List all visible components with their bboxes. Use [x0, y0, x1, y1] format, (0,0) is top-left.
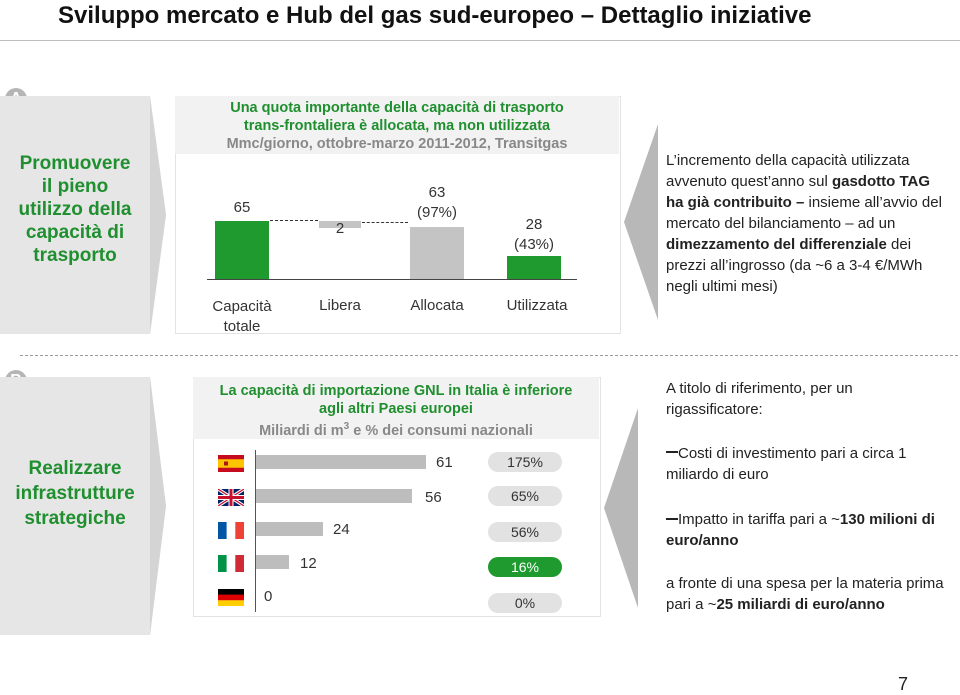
section-a-heading-line: utilizzo della — [18, 199, 132, 220]
bullet-text: Impatto in tariffa pari a ~ — [678, 511, 840, 528]
pct-france: 56% — [488, 522, 562, 542]
commentary-text: L’incremento della capacità utilizzata avvenuto quest’anno sul — [666, 152, 910, 190]
page-number: 7 — [898, 674, 909, 694]
capacity-chart-title-line: trans-frontaliera è allocata, ma non utilizzata — [243, 118, 551, 134]
bullet-investment-cost: Costi di investimento pari a circa 1 miliardo di euro — [666, 445, 907, 483]
lng-chart-title — [193, 382, 599, 440]
pct-italy: 16% — [488, 557, 562, 577]
value-allocata: 63 — [428, 184, 446, 201]
section-b-heading-line: infrastrutture — [15, 483, 135, 504]
section-divider — [20, 355, 958, 356]
page-title: Sviluppo mercato e Hub del gas sud-europeo – Dettaglio iniziative — [58, 2, 812, 29]
value-capacita-totale: 65 — [233, 199, 251, 216]
section-a-heading-line: capacità di — [25, 222, 125, 243]
france-flag-icon — [218, 522, 244, 539]
label-capacita-totale — [202, 297, 282, 337]
lng-chart-subtitle — [193, 418, 599, 440]
label-line: Capacità — [212, 298, 272, 315]
label-utilizzata: Utilizzata — [506, 297, 568, 314]
value-italy: 12 — [300, 555, 317, 572]
section-a-heading-line: Promuovere — [19, 153, 131, 174]
value-uk: 56 — [425, 489, 442, 506]
label-line: totale — [223, 318, 261, 335]
capacity-chart-title — [175, 99, 619, 153]
lng-chart-title-line: agli altri Paesi europei — [319, 401, 473, 417]
section-a-left-arrow — [624, 124, 660, 320]
label-allocata: Allocata — [410, 297, 464, 314]
bar-spain — [256, 455, 426, 469]
section-a-commentary — [666, 150, 948, 297]
bar-utilizzata — [507, 256, 561, 279]
section-a-heading-line: il pieno — [41, 176, 109, 197]
pct-uk: 65% — [488, 486, 562, 506]
bar-italy — [256, 555, 289, 569]
section-b-closing — [666, 573, 952, 615]
section-a-heading — [0, 152, 150, 267]
subtitle-text: Miliardi di m — [259, 422, 344, 439]
commentary-text: dei prezzi all’ingrosso (da ~6 a 3-4 €/MWh negli ultimi mesi) — [666, 236, 923, 295]
commentary-text: insieme all’avvio del mercato del bilanciamento – ad un — [666, 194, 942, 232]
bullet-bold: 130 milioni di euro/anno — [666, 511, 935, 549]
italy-flag-icon — [218, 555, 244, 572]
bar-capacita-totale — [215, 221, 269, 279]
section-b-left-arrow — [604, 408, 640, 608]
uk-flag-icon — [218, 489, 244, 506]
subtitle-text: e % dei consumi nazionali — [349, 422, 533, 439]
waterfall-baseline — [207, 279, 577, 280]
closing-text: a fronte di una spesa per la materia prima pari a ~ — [666, 575, 944, 613]
lng-chart-title-line: La capacità di importazione GNL in Italia è inferiore — [219, 383, 573, 399]
subtitle-superscript: 3 — [343, 421, 350, 432]
value-germany: 0 — [264, 588, 273, 605]
value-libera: 2 — [335, 220, 345, 237]
bullet-tariff-impact — [666, 509, 948, 551]
section-b-heading-line: strategiche — [24, 508, 126, 529]
waterfall-connector — [270, 220, 318, 221]
closing-bold: 25 miliardi di euro/anno — [716, 596, 885, 613]
commentary-bold: gasdotto TAG ha già contribuito – — [666, 173, 930, 211]
spain-flag-icon — [218, 455, 244, 472]
value-utilizzata: 28 — [525, 216, 543, 233]
section-b-intro: A titolo di riferimento, per un rigassificatore: — [666, 380, 853, 418]
pct-utilizzata: (43%) — [513, 236, 554, 253]
section-b-heading-line: Realizzare — [28, 458, 122, 479]
bar-uk — [256, 489, 412, 503]
germany-flag-icon — [218, 589, 244, 606]
title-divider — [0, 40, 960, 41]
bar-allocata — [410, 227, 464, 279]
bar-axis — [255, 450, 256, 612]
section-a-heading-line: trasporto — [33, 245, 117, 266]
pct-germany: 0% — [488, 593, 562, 613]
capacity-chart-subtitle: Mmc/giorno, ottobre-marzo 2011-2012, Transitgas — [226, 136, 568, 152]
label-libera: Libera — [319, 297, 361, 314]
commentary-bold: dimezzamento del differenziale — [666, 236, 887, 253]
value-spain: 61 — [436, 454, 453, 471]
value-france: 24 — [333, 521, 350, 538]
section-b-heading — [0, 456, 150, 531]
bar-france — [256, 522, 323, 536]
pct-allocata: (97%) — [416, 204, 457, 221]
capacity-chart-title-line: Una quota importante della capacità di trasporto — [230, 100, 564, 116]
pct-spain: 175% — [488, 452, 562, 472]
waterfall-connector — [362, 222, 408, 223]
